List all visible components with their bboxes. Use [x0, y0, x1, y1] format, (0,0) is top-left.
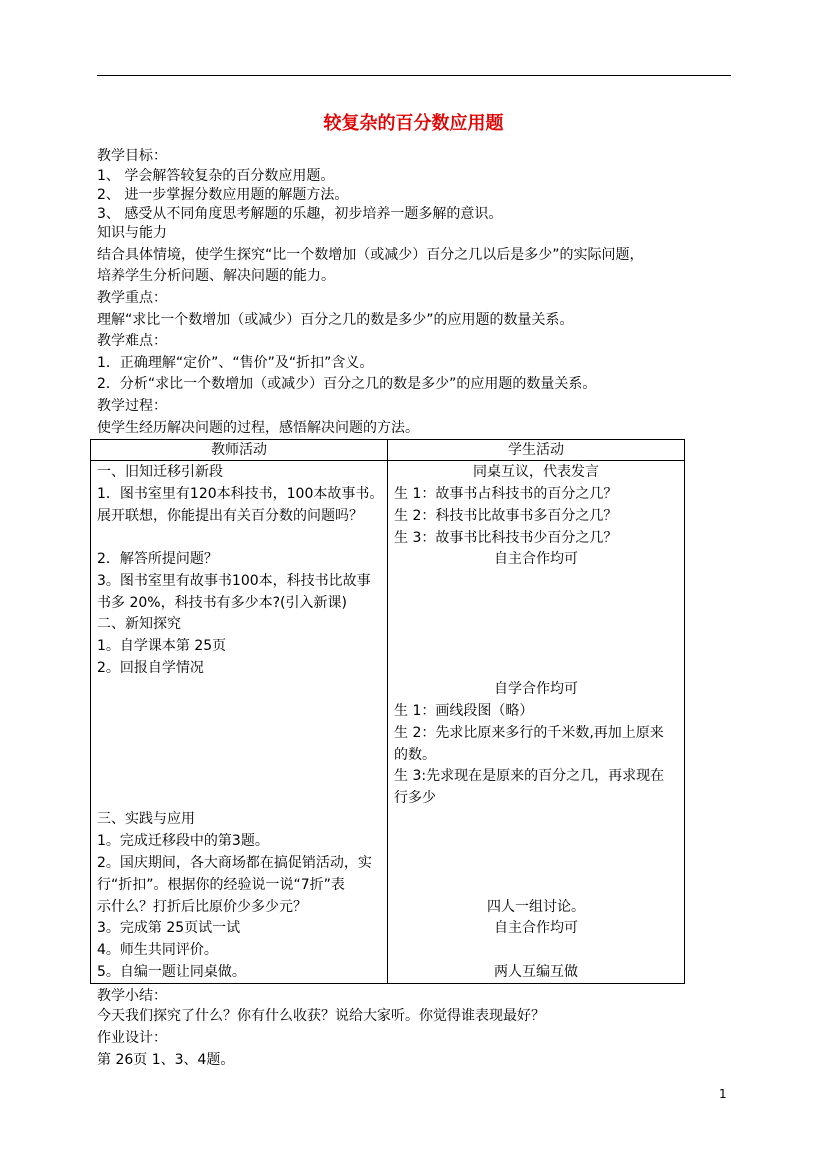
text-line: 3、 感受从不同角度思考解题的乐趣，初步培养一题多解的意识。 — [97, 206, 503, 222]
student-activity-line: 自主合作均可 — [494, 551, 578, 567]
text-line: 2．分析“求比一个数增加（或减少）百分之几的数是多少”的应用题的数量关系。 — [97, 376, 597, 392]
teacher-activity-line: 1。自学课本第 25页 — [97, 638, 227, 654]
text-line: 教学小结： — [97, 988, 167, 1004]
student-activity-line: 生 1：画线段图（略） — [394, 703, 534, 719]
student-activity-line: 四人一组讨论。 — [487, 899, 585, 915]
activity-table — [90, 439, 685, 984]
teacher-activity-header: 教师活动 — [91, 440, 388, 461]
teacher-activity-line: 2。国庆期间，各大商场都在搞促销活动，实 — [97, 855, 372, 871]
text-line: 理解“求比一个数增加（或减少）百分之几的数是多少”的应用题的数量关系。 — [97, 312, 574, 328]
student-activity-cell — [388, 461, 685, 984]
teacher-activity-line: 3。图书室里有故事书100本，科技书比故事 — [97, 573, 371, 589]
text-line: 培养学生分析问题、解决问题的能力。 — [97, 268, 335, 284]
text-line: 作业设计： — [97, 1030, 167, 1046]
student-activity-line: 同桌互议，代表发言 — [473, 464, 599, 480]
text-line: 1．正确理解“定价”、“售价”及“折扣”含义。 — [97, 355, 374, 371]
student-activity-line: 两人互编互做 — [494, 964, 578, 980]
text-line: 教学重点： — [97, 290, 167, 306]
table-header-row — [91, 440, 685, 461]
teacher-activity-line: 展开联想，你能提出有关百分数的问题吗？ — [97, 508, 363, 524]
text-line: 使学生经历解决问题的过程，感悟解决问题的方法。 — [97, 420, 419, 436]
teacher-activity-line: 三、实践与应用 — [97, 811, 195, 827]
student-activity-line: 自学合作均可 — [494, 681, 578, 697]
student-activity-line: 生 1：故事书占科技书的百分之几？ — [394, 486, 618, 502]
student-activity-line: 生 3：故事书比科技书少百分之几？ — [394, 530, 618, 546]
teacher-activity-line: 一、旧知迁移引新段 — [97, 464, 223, 480]
text-line: 1、 学会解答较复杂的百分数应用题。 — [97, 168, 335, 184]
student-activity-line: 的数。 — [394, 747, 436, 763]
teacher-activity-line: 2。回报自学情况 — [97, 660, 204, 676]
student-activity-line: 生 3:先求现在是原来的百分之几，再求现在 — [394, 768, 665, 784]
student-activity-line: 生 2：先求比原来多行的千米数,再加上原来 — [394, 725, 664, 741]
teacher-activity-line: 1．图书室里有120本科技书，100本故事书。 — [97, 486, 384, 502]
teacher-activity-line: 行“折扣”。根据你的经验说一说“7折”表 — [97, 877, 345, 893]
text-line: 第 26页 1、3、4题。 — [97, 1052, 235, 1068]
student-activity-line: 生 2：科技书比故事书多百分之几？ — [394, 508, 618, 524]
student-activity-line: 自主合作均可 — [494, 920, 578, 936]
text-line: 教学难点： — [97, 333, 167, 349]
page-title: 较复杂的百分数应用题 — [323, 113, 504, 134]
text-line: 今天我们探究了什么？你有什么收获？说给大家听。你觉得谁表现最好？ — [97, 1008, 545, 1024]
text-line: 知识与能力 — [97, 225, 167, 241]
page-number: 1 — [719, 1087, 727, 1101]
teacher-activity-line: 书多 20%，科技书有多少本?(引入新课) — [97, 595, 347, 611]
teacher-activity-cell — [91, 461, 388, 984]
teacher-activity-line: 示什么？打折后比原价少多少元？ — [97, 899, 307, 915]
text-line: 结合具体情境，使学生探究“比一个数增加（或减少）百分之几以后是多少”的实际问题， — [97, 247, 644, 263]
teacher-activity-line: 二、新知探究 — [97, 616, 181, 632]
teacher-activity-line: 3。完成第 25页试一试 — [97, 920, 241, 936]
teacher-activity-line: 1。完成迁移段中的第3题。 — [97, 833, 269, 849]
student-activity-header: 学生活动 — [388, 440, 685, 461]
teacher-activity-line: 2．解答所提问题？ — [97, 551, 218, 567]
table-row — [91, 461, 685, 984]
text-line: 2、 进一步掌握分数应用题的解题方法。 — [97, 187, 349, 203]
text-line: 教学过程： — [97, 398, 167, 414]
text-line: 教学目标： — [97, 148, 167, 164]
teacher-activity-line: 5。自编一题让同桌做。 — [97, 964, 246, 980]
student-activity-line: 行多少 — [394, 790, 436, 806]
teacher-activity-line: 4。师生共同评价。 — [97, 942, 218, 958]
header-rule — [97, 75, 731, 76]
